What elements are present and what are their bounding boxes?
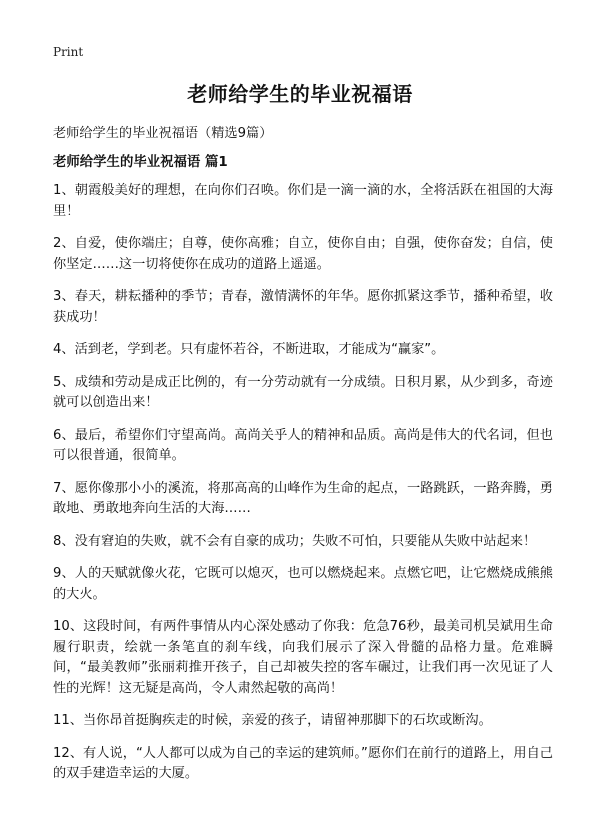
section-heading: 老师给学生的毕业祝福语 篇1	[53, 155, 228, 170]
paragraph: 2、自爱，使你端庄；自尊，使你高雅；自立，使你自由；自强，使你奋发；自信，使你坚定……这一切将使你在成功的道路上遥遥。	[53, 236, 553, 272]
paragraph: 10、这段时间，有两件事情从内心深处感动了你我：危急76秒，最美司机吴斌用生命履行职责，绘就一条笔直的刹车线，向我们展示了深入骨髓的品格力量。危难瞬间，“最美教师”张丽莉推开孩子，自己却被失控的客车碾过，让我们再一次见证了人性的光辉！这无疑是高尚，令人肃然起敬的高尚！	[53, 619, 553, 696]
paragraph: 12、有人说，“人人都可以成为自己的幸运的建筑师。”愿你们在前行的道路上，用自己的双手建造幸运的大厦。	[53, 745, 553, 781]
paragraph: 9、人的天赋就像火花，它既可以熄灭，也可以燃烧起来。点燃它吧，让它燃烧成熊熊的大火。	[53, 566, 553, 602]
paragraph-list	[53, 181, 553, 797]
paragraph: 3、春天，耕耘播种的季节；青春，激情满怀的年华。愿你抓紧这季节，播种希望，收获成功！	[53, 289, 553, 325]
paragraph: 7、愿你像那小小的溪流，将那高高的山峰作为生命的起点，一路跳跃，一路奔腾，勇敢地、勇敢地奔向生活的大海……	[53, 480, 553, 516]
page-title: 老师给学生的毕业祝福语	[187, 82, 413, 106]
paragraph: 8、没有窘迫的失败，就不会有自豪的成功；失败不可怕，只要能从失败中站起来！	[53, 533, 537, 549]
paragraph: 6、最后，希望你们守望高尚。高尚关乎人的精神和品质。高尚是伟大的代名词，但也可以很普通，很简单。	[53, 427, 553, 463]
paragraph: 11、当你昂首挺胸疾走的时候，亲爱的孩子，请留神那脚下的石坎或断沟。	[53, 713, 492, 728]
paragraph: 5、成绩和劳动是成正比例的，有一分劳动就有一分成绩。日积月累，从少到多，奇迹就可以创造出来！	[53, 374, 553, 410]
print-link[interactable]: Print	[53, 45, 84, 59]
document-subtitle: 老师给学生的毕业祝福语（精选9篇）	[53, 126, 273, 141]
paragraph: 1、朝霞般美好的理想，在向你们召唤。你们是一滴一滴的水，全将活跃在祖国的大海里！	[53, 183, 553, 219]
paragraph: 4、活到老，学到老。只有虚怀若谷，不断进取，才能成为“赢家”。	[53, 342, 445, 357]
